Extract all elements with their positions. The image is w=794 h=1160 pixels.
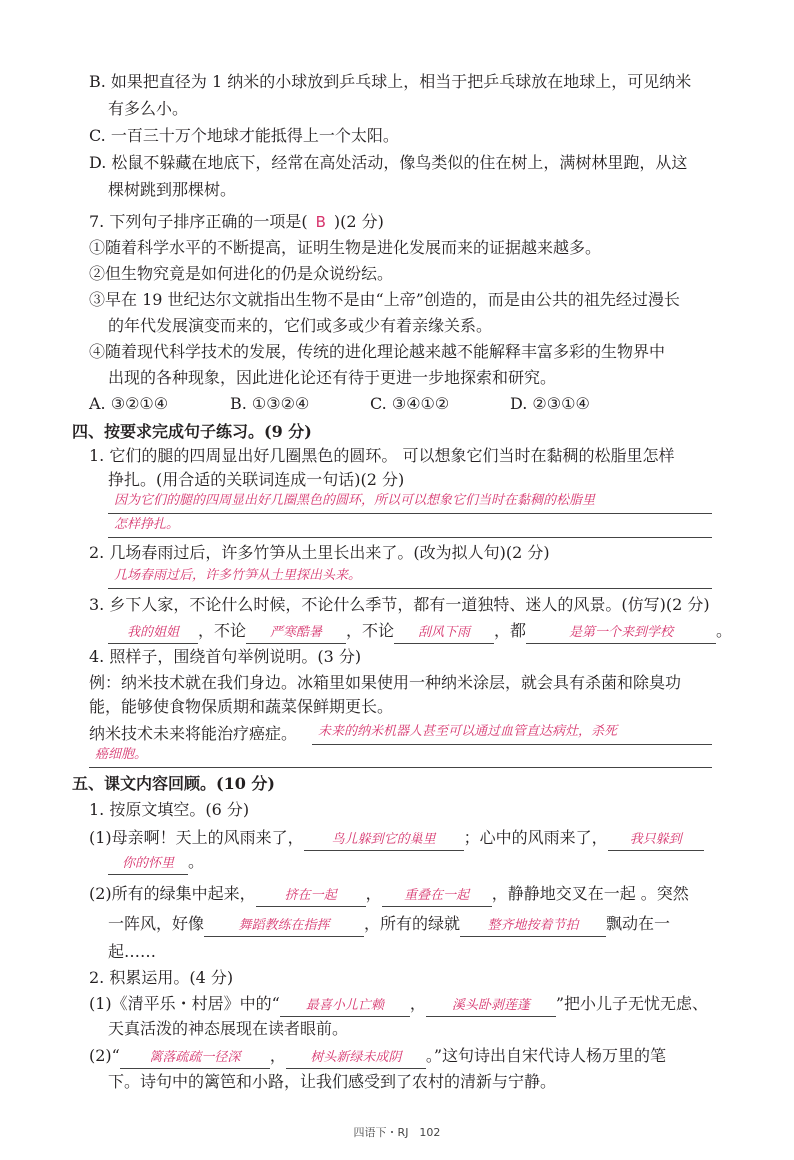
q7-answer: B (315, 213, 326, 231)
q7-sentence-4-line1: ④随着现代科学技术的发展，传统的进化理论越来越不能解释丰富多彩的生物界中 (89, 342, 666, 361)
s5-q1-p2-blank-1: 挤在一起 (256, 886, 366, 907)
s4-q1-answer-line2: 怎样挣扎。 (108, 514, 712, 538)
s5-q1-p1-blank-2-cont: 你的怀里 (108, 854, 188, 875)
q7-option-b: B. ①③②④ (230, 394, 310, 413)
q6-option-b-line1: B. 如果把直径为 1 纳米的小球放到乒乓球上，相当于把乒乓球放在地球上，可见纳米 (89, 72, 692, 91)
page-footer: 四语下・RJ 102 (353, 1126, 441, 1139)
s5-q2-p1-line1: (1)《清平乐・村居》中的“ 最喜小儿亡赖 ， 溪头卧剥莲蓬 ”把小儿子无忧无虑、 (89, 992, 708, 1017)
s5-q1-p1-blank-2: 我只躲到 (608, 830, 704, 851)
q7-option-c: C. ③④①② (370, 394, 450, 413)
s4-q3: 3. 乡下人家，不论什么时候，不论什么季节，都有一道独特、迷人的风景。(仿写)(2 分) (89, 595, 710, 614)
q7-sentence-3-line1: ③早在 19 世纪达尔文就指出生物不是由“上帝”创造的，而是由公共的祖先经过漫长 (89, 290, 680, 309)
s4-q3-blank-4: 是第一个来到学校 (526, 623, 716, 644)
s5-q1-p2-line2: 一阵风，好像 舞蹈教练在指挥 ，所有的绿就 整齐地按着节拍 飘动在一 (108, 912, 670, 937)
s5-q1-p1-line2: 你的怀里 。 (108, 850, 204, 875)
q6-option-c: C. 一百三十万个地球才能抵得上一个太阳。 (89, 126, 399, 145)
q7-option-a: A. ③②①④ (89, 394, 169, 413)
s4-q4: 4. 照样子，围绕首句举例说明。(3 分) (89, 647, 362, 666)
s5-q1-p2-blank-2: 重叠在一起 (382, 886, 492, 907)
s5-q1-p1-blank-1: 鸟儿躲到它的巢里 (304, 830, 464, 851)
s5-q1-p2-blank-4: 整齐地按着节拍 (460, 916, 606, 937)
s4-q4-example-line1: 例：纳米技术就在我们身边。冰箱里如果使用一种纳米涂层，就会具有杀菌和除臭功 (89, 673, 682, 692)
s5-q2-p2-blank-1: 篱落疏疏一径深 (120, 1048, 270, 1069)
s4-q3-answer-row: 我的姐姐 ，不论 严寒酷暑 ，不论 刮风下雨 ，都 是第一个来到学校 。 (108, 619, 732, 644)
s5-q2-p2-blank-2: 树头新绿未成阴 (286, 1048, 426, 1069)
s4-q1-line1: 1. 它们的腿的四周显出好几圈黑色的圆环。 可以想象它们当时在黏稠的松脂里怎样 (89, 446, 675, 465)
section-4-heading: 四、按要求完成句子练习。(9 分) (72, 422, 312, 441)
s5-q1-p2-blank-3: 舞蹈教练在指挥 (204, 916, 364, 937)
s5-q2-p1-blank-1: 最喜小儿亡赖 (280, 996, 410, 1017)
s4-q2: 2. 几场春雨过后，许多竹笋从土里长出来了。(改为拟人句)(2 分) (89, 543, 550, 562)
s4-q4-prompt: 纳米技术未来将能治疗癌症。 (89, 724, 298, 743)
q7-sentence-1: ①随着科学水平的不断提高，证明生物是进化发展而来的证据越来越多。 (89, 238, 602, 257)
s5-q1-p2-line3: 起…… (108, 942, 157, 961)
q7-sentence-3-line2: 的年代发展演变而来的，它们或多或少有着亲缘关系。 (108, 316, 493, 335)
q7-sentence-4-line2: 出现的各种现象，因此进化论还有待于更进一步地探索和研究。 (108, 368, 557, 387)
s5-q1-p1-line1: (1)母亲啊！天上的风雨来了， 鸟儿躲到它的巢里 ；心中的风雨来了， 我只躲到 (89, 826, 704, 851)
q6-option-d-line1: D. 松鼠不躲藏在地底下，经常在高处活动，像鸟类似的住在树上，满树林里跑，从这 (89, 153, 688, 172)
q7-stem: 7. 下列句子排序正确的一项是( B )(2 分) (89, 212, 384, 231)
q7-option-d: D. ②③①④ (510, 394, 590, 413)
s4-q3-blank-3: 刮风下雨 (394, 623, 494, 644)
q6-option-b-line2: 有多么小。 (108, 99, 189, 118)
s4-q2-answer: 几场春雨过后，许多竹笋从土里探出头来。 (108, 565, 712, 589)
s5-q2-p1-line2: 天真活泼的神态展现在读者眼前。 (108, 1019, 349, 1038)
section-5-heading: 五、课文内容回顾。(10 分) (72, 774, 275, 793)
s4-q3-blank-1: 我的姐姐 (108, 623, 198, 644)
s5-q2-p1-blank-2: 溪头卧剥莲蓬 (426, 996, 556, 1017)
s5-q1-p2-line1: (2)所有的绿集中起来， 挤在一起 ， 重叠在一起 ，静静地交叉在一起 。突然 (89, 882, 689, 907)
s4-q4-answer-line1: 未来的纳米机器人甚至可以通过血管直达病灶，杀死 (312, 721, 712, 745)
s4-q4-example-line2: 能，能够使食物保质期和蔬菜保鲜期更长。 (89, 697, 394, 716)
s5-q2-p2-line2: 下。诗句中的篱笆和小路，让我们感受到了农村的清新与宁静。 (108, 1072, 557, 1091)
s4-q1-answer-line1: 因为它们的腿的四周显出好几圈黑色的圆环，所以可以想象它们当时在黏稠的松脂里 (108, 490, 712, 514)
q6-option-d-line2: 棵树跳到那棵树。 (108, 180, 237, 199)
s4-q4-answer-line2: 癌细胞。 (89, 744, 712, 768)
q7-sentence-2: ②但生物究竟是如何进化的仍是众说纷纭。 (89, 264, 394, 283)
s4-q3-blank-2: 严寒酷暑 (246, 623, 346, 644)
s5-q2-p2-line1: (2)“ 篱落疏疏一径深 ， 树头新绿未成阴 。”这句诗出自宋代诗人杨万里的笔 (89, 1044, 666, 1069)
s5-q1: 1. 按原文填空。(6 分) (89, 800, 250, 819)
s4-q1-line2: 挣扎。(用合适的关联词连成一句话)(2 分) (108, 470, 405, 489)
s5-q2: 2. 积累运用。(4 分) (89, 968, 234, 987)
